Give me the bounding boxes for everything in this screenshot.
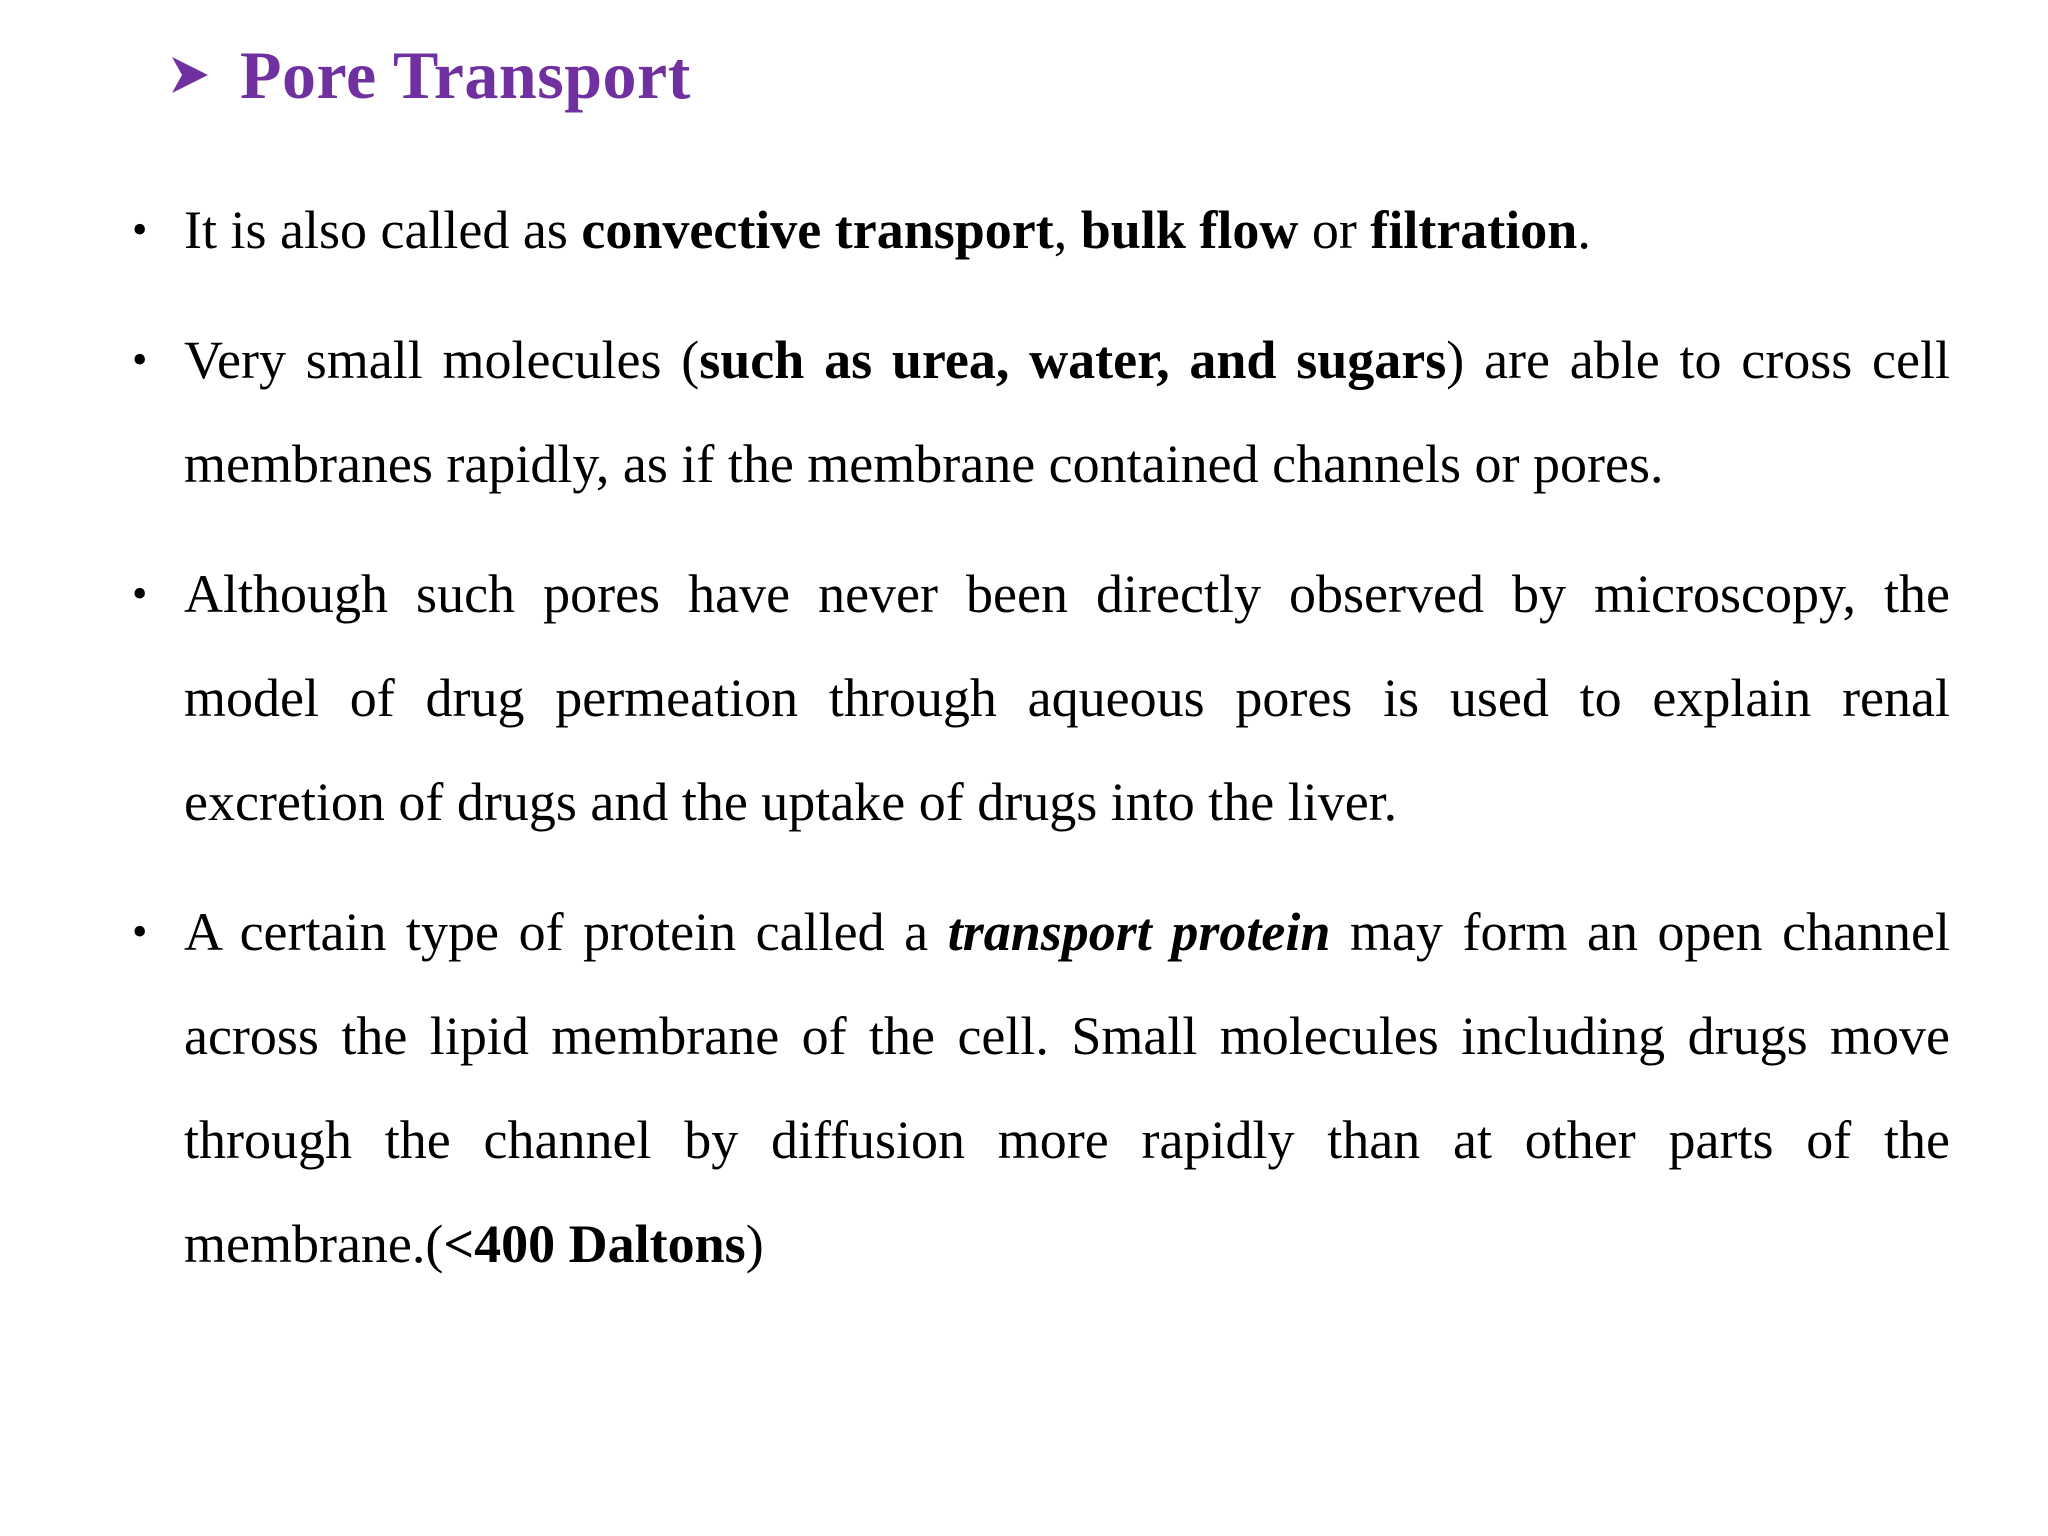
bullet-text bbox=[184, 200, 1591, 260]
bullet-text bbox=[184, 902, 1950, 1274]
bullet-marker: • bbox=[132, 335, 148, 384]
text-run: ) are able to cross cell membranes rapidly, as if the membrane contained channels or pores. bbox=[184, 330, 1951, 494]
text-run: It is also called as bbox=[184, 200, 582, 260]
bullet-item bbox=[130, 880, 1950, 1296]
bullet-item bbox=[130, 308, 1950, 516]
text-run: may form an open channel across the lipid membrane of the cell. Small molecules including drugs move through the channel by diffusion more rapidly than at other parts of the membrane.( bbox=[184, 902, 1951, 1274]
arrowhead-bullet-icon bbox=[168, 53, 212, 97]
bullet-marker: • bbox=[132, 569, 148, 618]
bullet-list bbox=[130, 178, 1950, 1322]
bold-term: convective transport bbox=[581, 200, 1054, 260]
bullet-marker: • bbox=[132, 205, 148, 254]
text-run: Very small molecules ( bbox=[184, 330, 700, 390]
bold-italic-term: transport protein bbox=[947, 902, 1331, 962]
text-run: Although such pores have never been directly observed by microscopy, the model of drug permeation through aqueous pores is used to explain renal excretion of drugs and the uptake of drugs into the liver. bbox=[184, 564, 1950, 832]
bullet-text bbox=[184, 330, 1950, 494]
bullet-marker: • bbox=[132, 907, 148, 956]
text-run: . bbox=[1577, 200, 1591, 260]
slide-title-row bbox=[168, 30, 691, 120]
text-run: A certain type of protein called a bbox=[184, 902, 948, 962]
text-run: ) bbox=[745, 1214, 764, 1274]
bullet-item bbox=[130, 178, 1950, 282]
bullet-item bbox=[130, 542, 1950, 854]
bold-term: <400 Daltons bbox=[443, 1214, 746, 1274]
text-run: , bbox=[1053, 200, 1081, 260]
bullet-text bbox=[184, 564, 1950, 832]
slide-title: Pore Transport bbox=[240, 36, 691, 113]
bold-term: bulk flow bbox=[1080, 200, 1299, 260]
bold-term: such as urea, water, and sugars bbox=[699, 330, 1447, 390]
text-run: or bbox=[1298, 200, 1371, 260]
bold-term: filtration bbox=[1370, 200, 1578, 260]
